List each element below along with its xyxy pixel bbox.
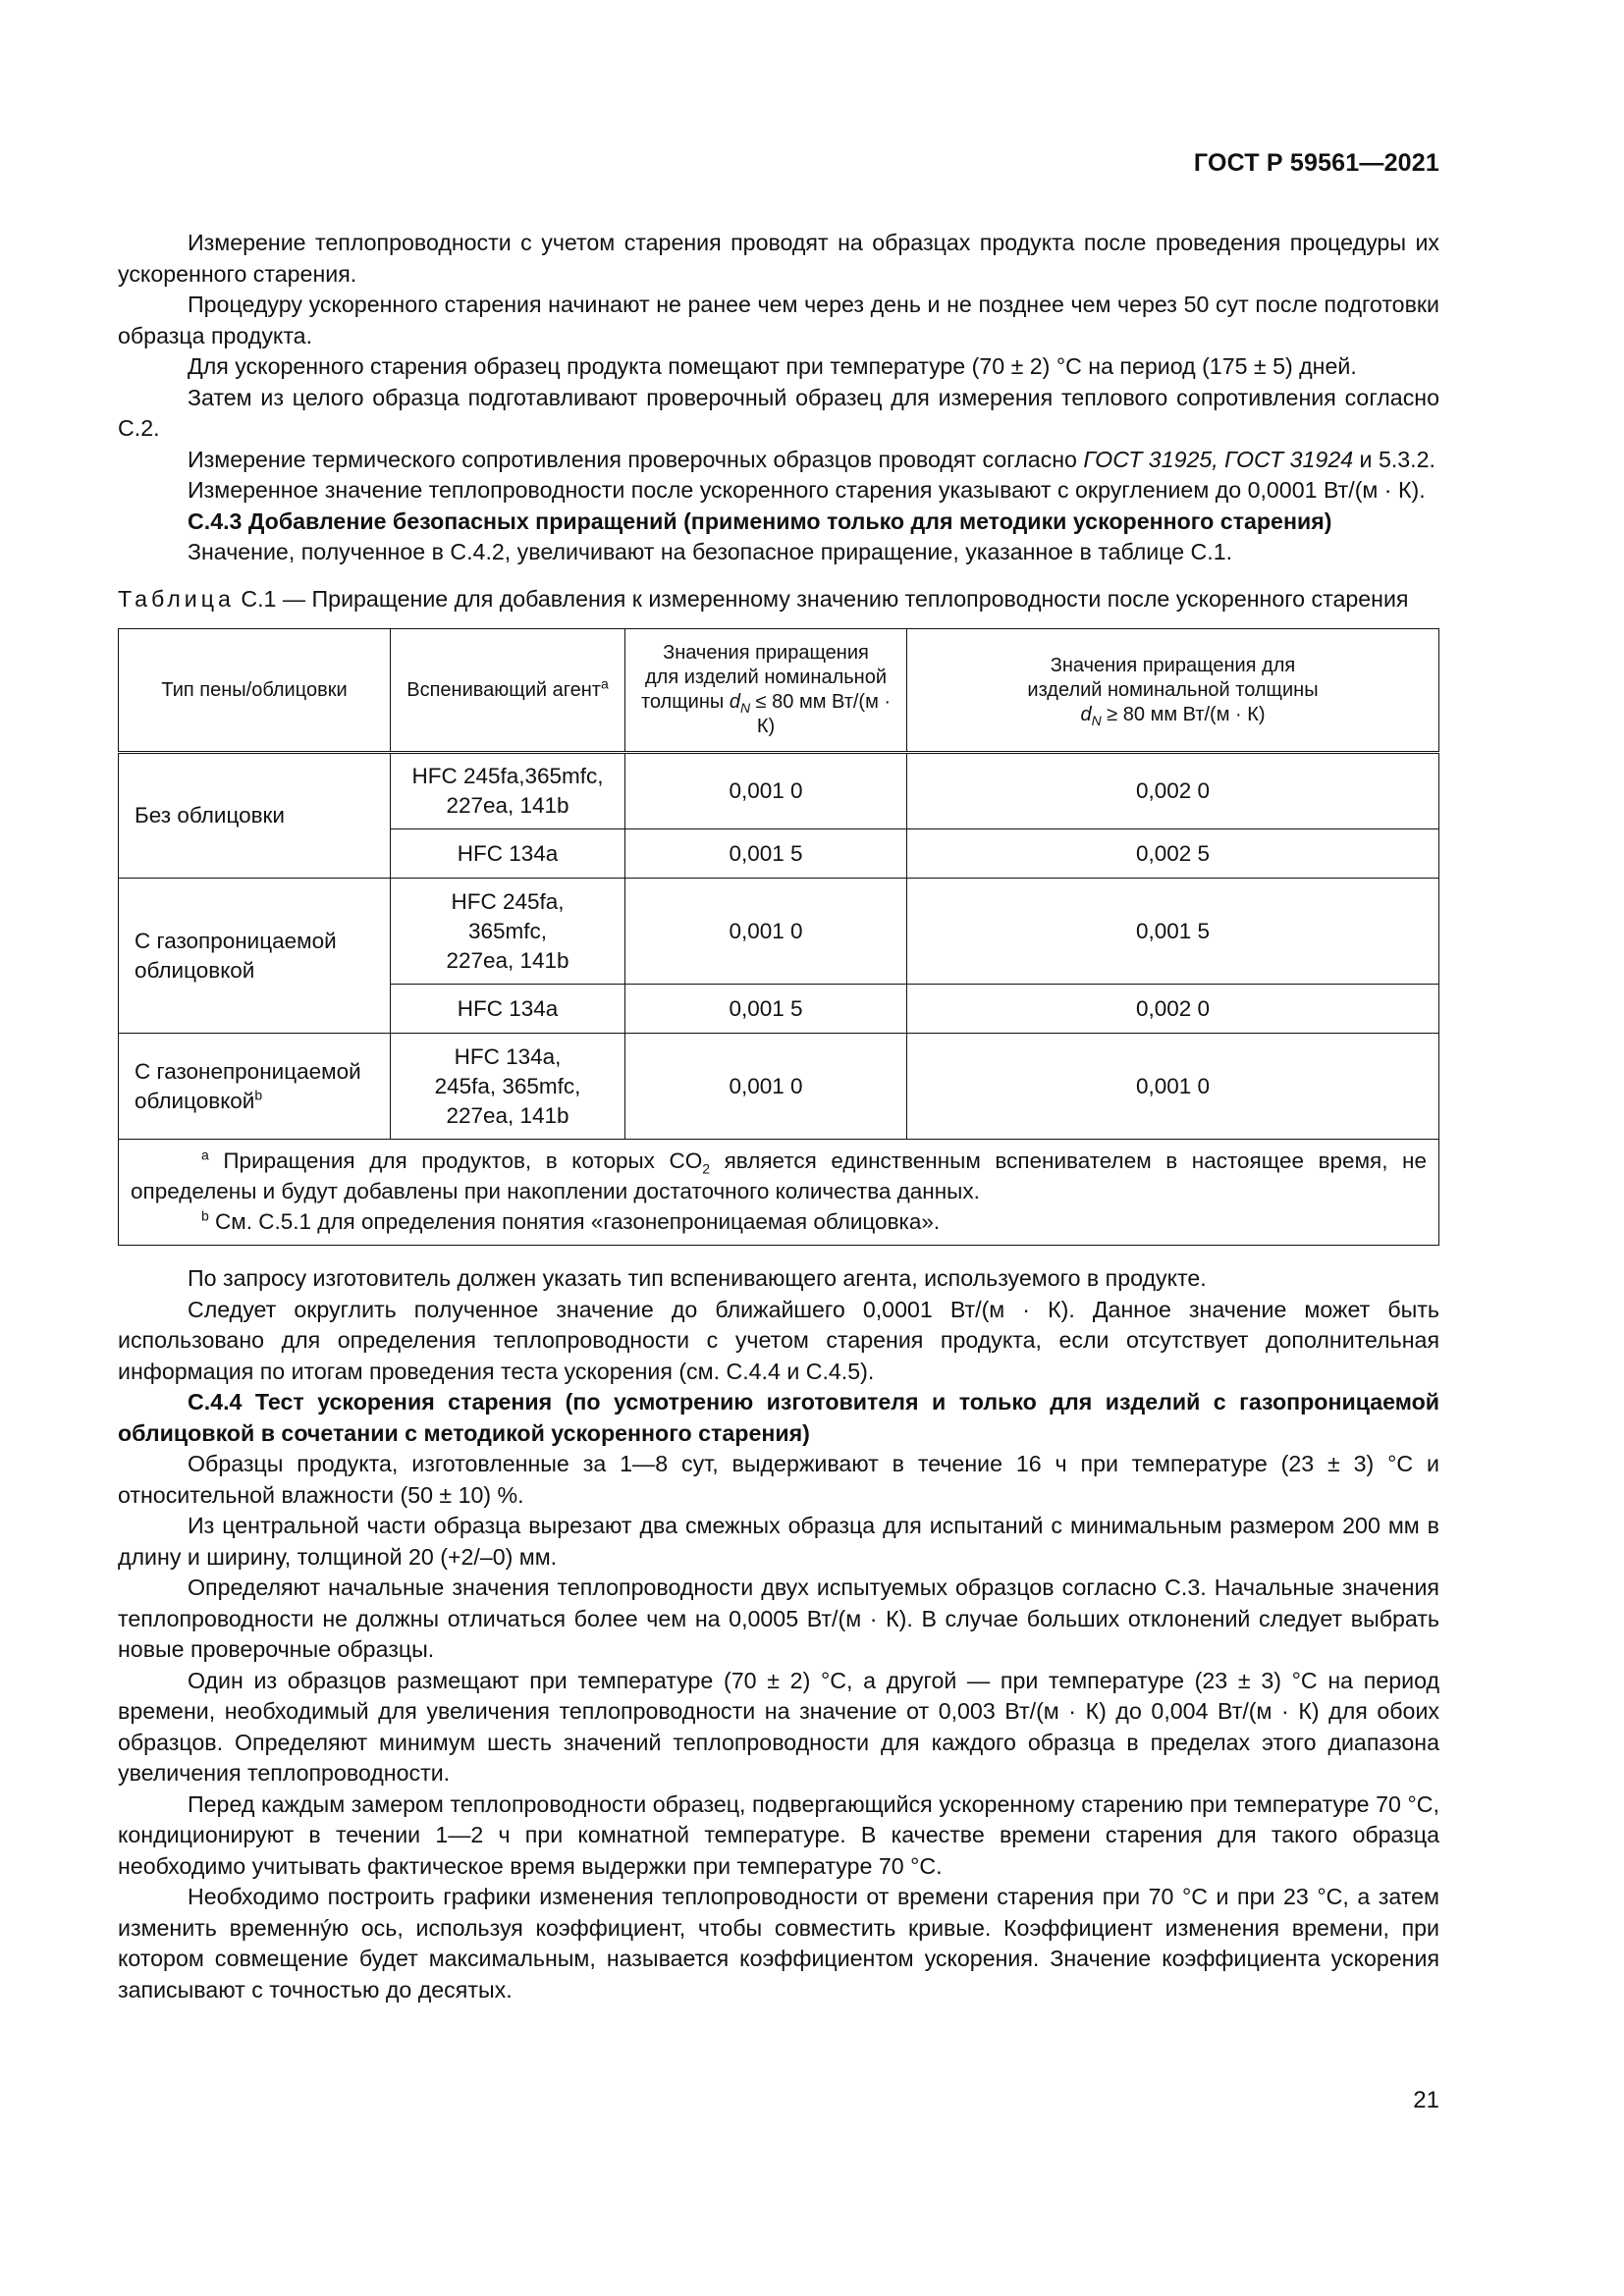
gost-text-before: Измерение термического сопротивления проверочных образцов проводят согласно: [188, 446, 1084, 472]
foam-type-text: С газонепроницаемой: [135, 1058, 361, 1084]
table-notes-row: [119, 1140, 1439, 1246]
header-thin-line1: Значения приращения: [663, 642, 869, 664]
agent-line: HFC 245fa,: [451, 888, 565, 914]
agent-line: 227ea, 141b: [446, 793, 569, 818]
paragraph-gost-reference: [118, 445, 1439, 476]
value-thick-cell: 0,002 0: [907, 753, 1439, 829]
page-number: 21: [1413, 2087, 1439, 2113]
note-text: Приращения для продуктов, в которых CO: [208, 1148, 703, 1173]
gost-text-after: и 5.3.2.: [1353, 446, 1435, 472]
foam-type-cell: [119, 879, 391, 1034]
paragraph: Процедуру ускоренного старения начинают не ранее чем через день и не позднее чем через 50 сут после подготовки образца продукта.: [118, 292, 1439, 348]
table-caption: [118, 584, 1439, 615]
value-thick-cell: 0,001 0: [907, 1034, 1439, 1140]
paragraph: Необходимо построить графики изменения теплопроводности от времени старения при 70 °С и при 23 °С, а затем изменить временнýю ось, используя коэффициент, чтобы совместить кривые. Коэффициент изменения времени, при котором совмещение будет максимальным, называется коэффициентом ускорения. Значение коэффициента ускорения записывают с точностью до десятых.: [118, 1884, 1439, 2002]
header-blowing-agent-text: Вспенивающий агент: [406, 678, 601, 701]
table-header-row: [119, 629, 1439, 753]
agent-cell: [391, 1034, 625, 1140]
gost-standard-reference: ГОСТ 31925, ГОСТ 31924: [1083, 446, 1354, 472]
var-sub-n: N: [739, 700, 751, 716]
foam-type-cell: [119, 1034, 391, 1140]
paragraph: Перед каждым замером теплопроводности образец, подвергающийся ускоренному старению при температуре 70 °С, кондиционируют в течении 1—2 ч при комнатной температуре. В качестве времени старения для такого образца необходимо учитывать фактическое время выдержки при температуре 70 °С.: [118, 1790, 1439, 1879]
paragraph: Затем из целого образца подготавливают проверочный образец для измерения теплового сопротивления согласно С.2.: [118, 384, 1439, 441]
foam-type-text: облицовкой: [135, 957, 255, 983]
table-notes-cell: [119, 1140, 1439, 1246]
value-thin-cell: 0,001 0: [625, 879, 907, 985]
header-thick-line1: Значения приращения для: [1050, 654, 1296, 676]
note-text: является единственным вспенивателем в настоящее время, не определены и будут добавлены при накоплении достаточного количества данных.: [131, 1148, 1427, 1203]
value-thick-cell: 0,001 5: [907, 879, 1439, 985]
agent-line: 245fa, 365mfc,: [434, 1073, 581, 1098]
paragraph: Образцы продукта, изготовленные за 1—8 сут, выдерживают в течение 16 ч при температуре (23 ± 3) °С и относительной влажности (50 ± 10) %.: [118, 1451, 1439, 1508]
header-increment-thick: [907, 629, 1439, 753]
foam-type-text: С газопроницаемой: [135, 928, 337, 953]
note-text: См. С.5.1 для определения понятия «газонепроницаемая облицовка».: [208, 1209, 941, 1234]
agent-cell: [391, 879, 625, 985]
paragraph: Один из образцов размещают при температуре (70 ± 2) °С, а другой — при температуре (23 ± 3) °С на период времени, необходимый для увеличения теплопроводности на значение от 0,003 Вт/(м · К) до 0,004 Вт/(м · К) для обоих образцов. Определяют минимум шесть значений теплопроводности для каждого образца в пределах этого диапазона увеличения теплопроводности.: [118, 1667, 1439, 1786]
paragraph: По запросу изготовитель должен указать тип вспенивающего агента, используемого в продукте.: [188, 1265, 1207, 1291]
table-note-b: [131, 1206, 1427, 1237]
value-thin-cell: 0,001 5: [625, 829, 907, 879]
agent-cell: [391, 753, 625, 829]
page-content: [118, 228, 1439, 2005]
agent-cell: HFC 134a: [391, 829, 625, 879]
section-heading-c44: С.4.4 Тест ускорения старения (по усмотрению изготовителя и только для изделий с газопроницаемой облицовкой в сочетании с методикой ускоренного старения): [118, 1389, 1439, 1446]
var-d: d: [729, 691, 740, 713]
table-row: [119, 879, 1439, 985]
paragraph: Измеренное значение теплопроводности после ускоренного старения указывают с округлением до 0,0001 Вт/(м · К).: [188, 477, 1426, 503]
paragraph: Следует округлить полученное значение до ближайшего 0,0001 Вт/(м · К). Данное значение может быть использовано для определения теплопроводности с учетом старения продукта, если отсутствует дополнительная информация по итогам проведения теста ускорения (см. С.4.4 и С.4.5).: [118, 1296, 1439, 1384]
header-thin-line3-pre: толщины: [640, 691, 730, 713]
value-thin-cell: 0,001 0: [625, 1034, 907, 1140]
header-thick-line2: изделий номинальной толщины: [1027, 678, 1319, 701]
table-caption-label: Таблица: [118, 585, 235, 612]
paragraph: Значение, полученное в С.4.2, увеличивают на безопасное приращение, указанное в таблице С.1.: [188, 539, 1233, 564]
header-thick-line3-post: ≥ 80 мм Вт/(м · К): [1101, 703, 1266, 725]
value-thin-cell: 0,001 0: [625, 753, 907, 829]
value-thick-cell: 0,002 0: [907, 985, 1439, 1034]
header-increment-thin: [625, 629, 907, 753]
section-heading-c43: С.4.3 Добавление безопасных приращений (применимо только для методики ускоренного старения): [188, 507, 1332, 534]
var-sub-n: N: [1091, 712, 1102, 728]
paragraph: Измерение теплопроводности с учетом старения проводят на образцах продукта после проведения процедуры их ускоренного старения.: [118, 230, 1439, 287]
agent-line: 365mfc,: [467, 918, 548, 943]
header-foam-type: [119, 629, 391, 753]
paragraph: Из центральной части образца вырезают два смежных образца для испытаний с минимальным размером 200 мм в длину и ширину, толщиной 20 (+2/–0) мм.: [118, 1513, 1439, 1570]
header-thin-line3-post: ≤ 80 мм Вт/(м · К): [750, 691, 892, 737]
value-thin-cell: 0,001 5: [625, 985, 907, 1034]
note-mark: a: [201, 1147, 209, 1163]
table-caption-text: С.1 — Приращение для добавления к измеренному значению теплопроводности после ускоренного старения: [234, 585, 1409, 612]
table-row: [119, 1034, 1439, 1140]
header-blowing-agent: [391, 629, 625, 753]
agent-cell: HFC 134a: [391, 985, 625, 1034]
document-header: ГОСТ Р 59561—2021: [1193, 149, 1439, 177]
foam-type-text: облицовкой: [135, 1088, 255, 1113]
foam-type-cell: [119, 753, 391, 879]
table-row: [119, 753, 1439, 829]
value-thick-cell: 0,002 5: [907, 829, 1439, 879]
agent-line: HFC 245fa,365mfc,: [411, 764, 604, 788]
agent-line: 227ea, 141b: [446, 947, 569, 973]
agent-line: 227ea, 141b: [446, 1102, 569, 1128]
header-foam-type-text: Тип пены/облицовки: [161, 678, 348, 701]
foam-type-text: Без облицовки: [135, 803, 285, 828]
var-d: d: [1080, 703, 1092, 725]
note-subscript: 2: [702, 1160, 711, 1177]
agent-line: HFC 134a,: [454, 1043, 562, 1069]
paragraph: Для ускоренного старения образец продукта помещают при температуре (70 ± 2) °С на период (175 ± 5) дней.: [188, 353, 1357, 379]
increment-table: [118, 628, 1439, 1246]
footnote-mark-b: b: [254, 1087, 263, 1102]
table-note-a: [131, 1146, 1427, 1206]
note-mark: b: [201, 1207, 209, 1224]
paragraph: Определяют начальные значения теплопроводности двух испытуемых образцов согласно С.3. Начальные значения теплопроводности не должны отличаться более чем на 0,0005 Вт/(м · К). В случае больших отклонений следует выбрать новые проверочные образцы.: [118, 1575, 1439, 1662]
footnote-mark-a: a: [600, 674, 609, 691]
header-thin-line2: для изделий номинальной: [644, 667, 887, 688]
